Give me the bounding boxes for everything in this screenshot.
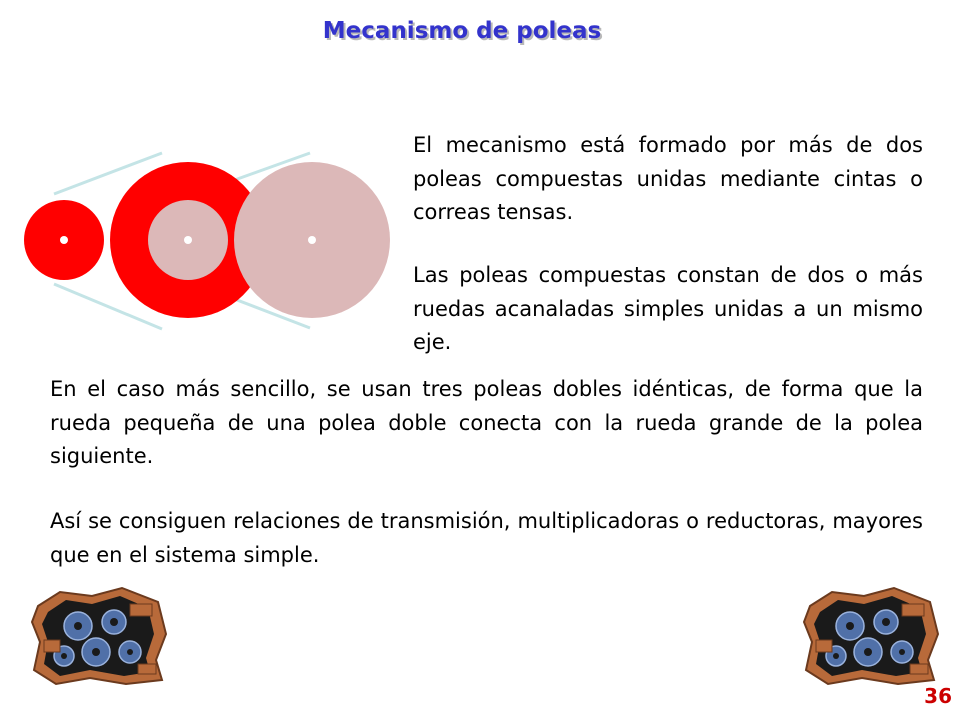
paragraph-simplest-case: En el caso más sencillo, se usan tres poleas dobles idénticas, de forma que la rueda pequeña de una polea doble conecta con la rueda grande de la polea siguiente. [50, 377, 923, 468]
gears-through-torn-paper-icon [30, 586, 170, 686]
page-number: 36 [924, 684, 952, 708]
compound-pulley-diagram-icon [20, 148, 400, 338]
paragraph-transmission-ratios: Así se consiguen relaciones de transmisión, multiplicadoras o reductoras, mayores que en el sistema simple. [50, 509, 923, 567]
gears-through-torn-paper-icon [802, 586, 942, 686]
paragraph-compound-pulleys: Las poleas compuestas constan de dos o más ruedas acanaladas simples unidas a un mismo eje. [413, 263, 923, 354]
paragraph-mechanism: El mecanismo está formado por más de dos poleas compuestas unidas mediante cintas o correas tensas. [413, 133, 923, 224]
slide-title: Mecanismo de poleas [322, 18, 602, 44]
